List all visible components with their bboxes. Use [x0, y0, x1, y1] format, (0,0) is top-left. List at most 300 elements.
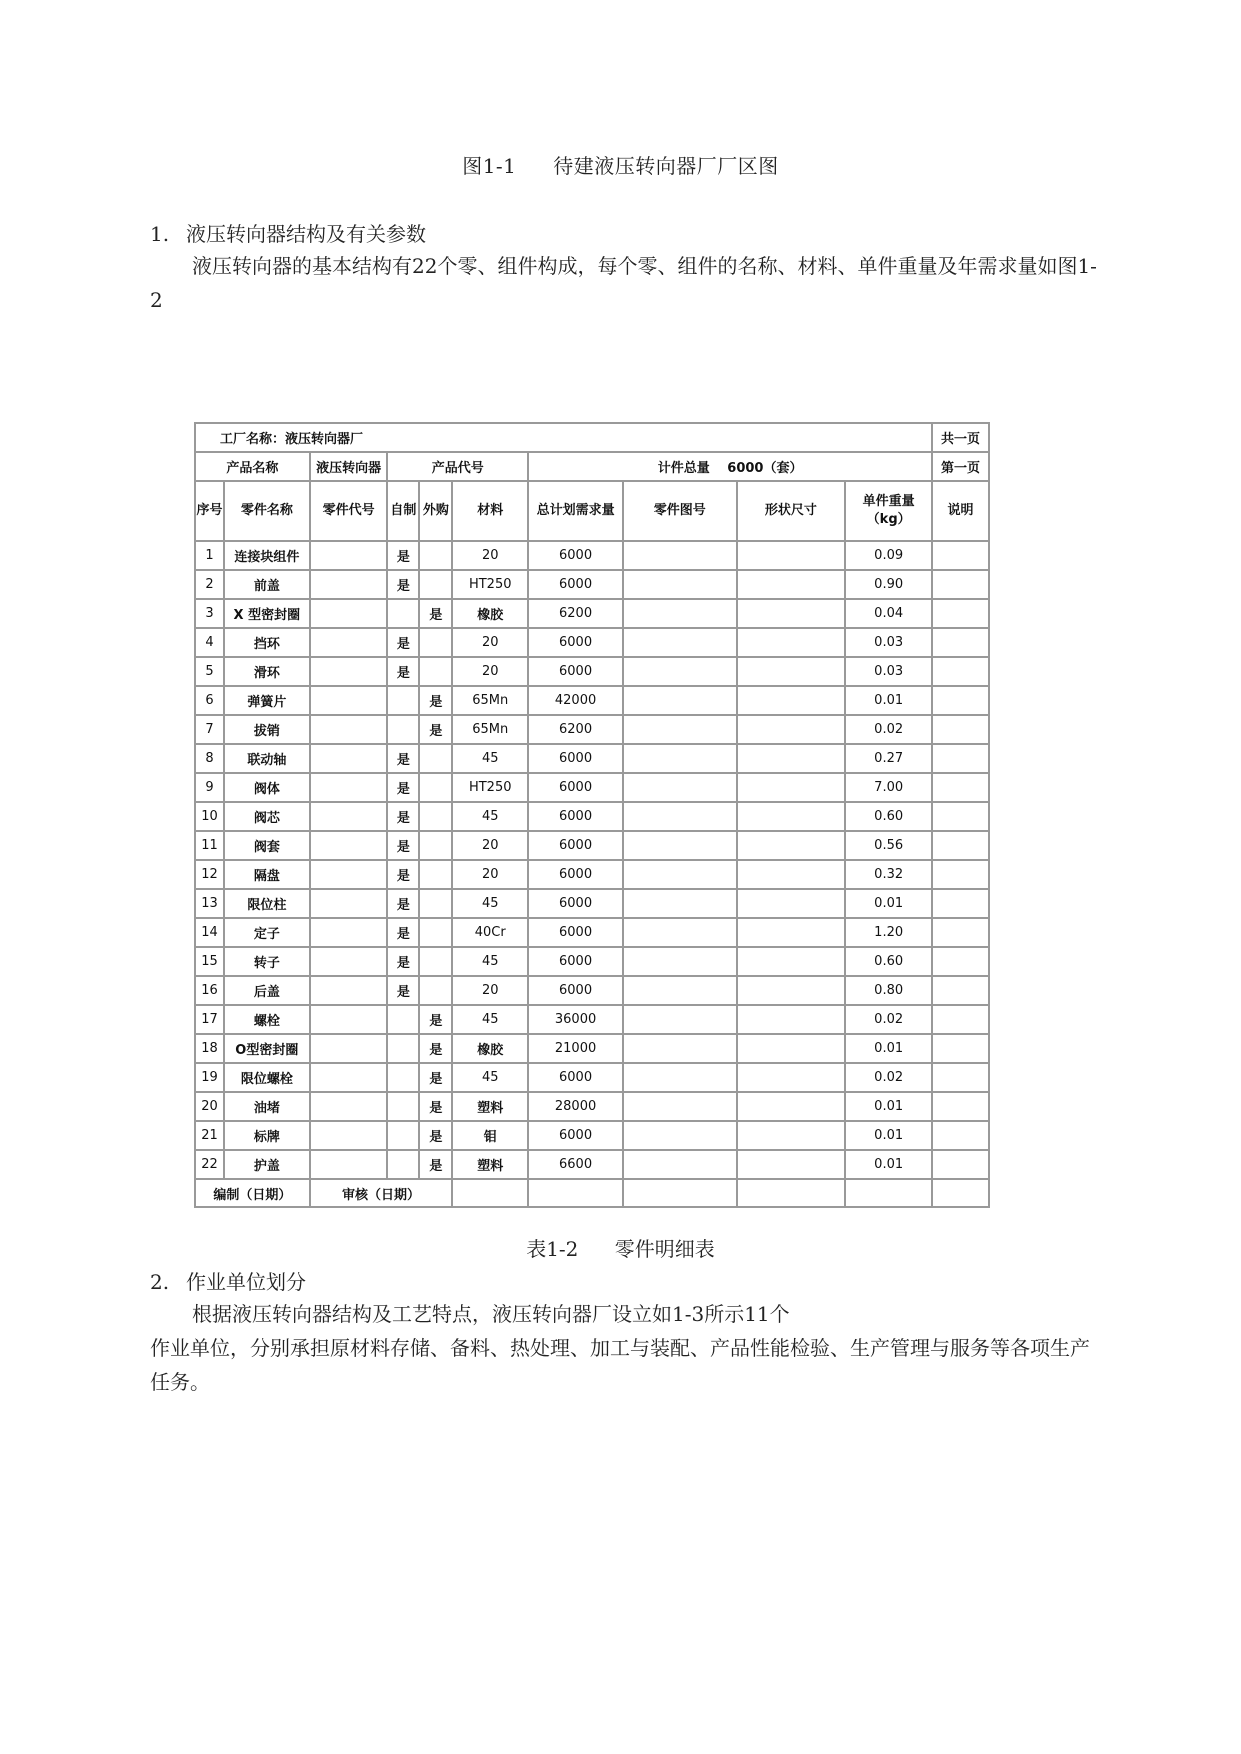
- row-unit-weight: 0.90: [845, 570, 932, 599]
- row-seq: 7: [195, 715, 224, 744]
- section-2-title: 作业单位划分: [186, 1270, 306, 1294]
- section-2-heading: [150, 1266, 306, 1295]
- row-material: HT250: [452, 773, 528, 802]
- table-title: 零件明细表: [614, 1237, 715, 1261]
- row-self-made: [387, 1034, 419, 1063]
- row-self-made: [387, 686, 419, 715]
- figure-title: 待建液压转向器厂厂区图: [553, 154, 779, 178]
- row-part-name: 标牌: [224, 1121, 310, 1150]
- row-notes: [932, 976, 989, 1005]
- row-notes: [932, 947, 989, 976]
- row-seq: 20: [195, 1092, 224, 1121]
- footer-empty-cell: [845, 1179, 932, 1207]
- section-1-index: 1.: [150, 222, 170, 246]
- row-material: 橡胶: [452, 599, 528, 628]
- row-drawing-no: [623, 1121, 737, 1150]
- row-outsourced: [419, 570, 452, 599]
- parts-table-wrapper: [194, 422, 990, 1208]
- row-material: 40Cr: [452, 918, 528, 947]
- row-outsourced: 是: [419, 1063, 452, 1092]
- row-shape-size: [737, 918, 846, 947]
- row-notes: [932, 541, 989, 570]
- section-2-line-2: 作业单位，分别承担原材料存储、备料、热处理、加工与装配、产品性能检验、生产管理与服务等各项生产任务。: [150, 1336, 1090, 1394]
- total-count-cell: 计件总量 6000（套）: [528, 452, 932, 481]
- table-row: [195, 657, 989, 686]
- row-material: 45: [452, 802, 528, 831]
- row-total-demand: 6000: [528, 628, 623, 657]
- footer-empty-cell: [932, 1179, 989, 1207]
- section-1-title: 液压转向器结构及有关参数: [186, 222, 426, 246]
- row-notes: [932, 831, 989, 860]
- row-total-demand: 36000: [528, 1005, 623, 1034]
- row-seq: 2: [195, 570, 224, 599]
- row-part-code: [310, 976, 388, 1005]
- row-part-code: [310, 831, 388, 860]
- row-part-code: [310, 1063, 388, 1092]
- row-shape-size: [737, 628, 846, 657]
- header-material: 材料: [452, 481, 528, 541]
- row-part-code: [310, 1092, 388, 1121]
- row-total-demand: 6000: [528, 541, 623, 570]
- section-2-index: 2.: [150, 1270, 170, 1294]
- row-seq: 12: [195, 860, 224, 889]
- row-part-name: 油堵: [224, 1092, 310, 1121]
- row-unit-weight: 0.02: [845, 1005, 932, 1034]
- row-seq: 14: [195, 918, 224, 947]
- row-notes: [932, 773, 989, 802]
- row-material: 20: [452, 976, 528, 1005]
- row-part-name: 阀套: [224, 831, 310, 860]
- row-material: 45: [452, 947, 528, 976]
- row-unit-weight: 0.01: [845, 1034, 932, 1063]
- row-part-code: [310, 657, 388, 686]
- row-part-code: [310, 541, 388, 570]
- row-unit-weight: 0.01: [845, 1121, 932, 1150]
- product-code-label: 产品代号: [387, 452, 528, 481]
- compiled-date-cell: 编制（日期）: [195, 1179, 310, 1207]
- row-shape-size: [737, 599, 846, 628]
- row-drawing-no: [623, 831, 737, 860]
- row-total-demand: 6000: [528, 570, 623, 599]
- header-shape-size: 形状尺寸: [737, 481, 846, 541]
- row-material: 20: [452, 657, 528, 686]
- row-part-code: [310, 1005, 388, 1034]
- row-shape-size: [737, 860, 846, 889]
- row-shape-size: [737, 1150, 846, 1179]
- row-shape-size: [737, 1092, 846, 1121]
- row-part-name: 螺栓: [224, 1005, 310, 1034]
- row-shape-size: [737, 947, 846, 976]
- row-total-demand: 6000: [528, 976, 623, 1005]
- row-material: 20: [452, 541, 528, 570]
- row-material: 20: [452, 628, 528, 657]
- row-drawing-no: [623, 773, 737, 802]
- row-material: 塑料: [452, 1150, 528, 1179]
- row-shape-size: [737, 541, 846, 570]
- row-self-made: 是: [387, 773, 419, 802]
- table-row: [195, 570, 989, 599]
- row-outsourced: 是: [419, 1121, 452, 1150]
- row-material: 45: [452, 744, 528, 773]
- row-drawing-no: [623, 541, 737, 570]
- row-total-demand: 6600: [528, 1150, 623, 1179]
- row-part-code: [310, 686, 388, 715]
- row-outsourced: [419, 541, 452, 570]
- row-part-name: 护盖: [224, 1150, 310, 1179]
- row-notes: [932, 889, 989, 918]
- row-self-made: [387, 1063, 419, 1092]
- row-self-made: [387, 715, 419, 744]
- row-total-demand: 6000: [528, 1121, 623, 1150]
- row-material: HT250: [452, 570, 528, 599]
- row-part-name: 阀芯: [224, 802, 310, 831]
- row-seq: 5: [195, 657, 224, 686]
- header-unit-weight: 单件重量（kg）: [845, 481, 932, 541]
- row-seq: 1: [195, 541, 224, 570]
- row-drawing-no: [623, 1034, 737, 1063]
- total-pages-cell: 共一页: [932, 423, 989, 452]
- row-part-name: 滑环: [224, 657, 310, 686]
- row-unit-weight: 0.27: [845, 744, 932, 773]
- row-drawing-no: [623, 1063, 737, 1092]
- row-part-code: [310, 744, 388, 773]
- row-part-code: [310, 628, 388, 657]
- row-unit-weight: 0.01: [845, 1150, 932, 1179]
- table-row: [195, 889, 989, 918]
- row-unit-weight: 0.03: [845, 657, 932, 686]
- row-total-demand: 6000: [528, 889, 623, 918]
- row-notes: [932, 570, 989, 599]
- row-notes: [932, 1150, 989, 1179]
- row-material: 65Mn: [452, 715, 528, 744]
- row-drawing-no: [623, 744, 737, 773]
- table-row: [195, 541, 989, 570]
- row-outsourced: [419, 889, 452, 918]
- row-outsourced: [419, 947, 452, 976]
- row-part-name: 联动轴: [224, 744, 310, 773]
- footer-empty-cell: [737, 1179, 846, 1207]
- row-unit-weight: 0.60: [845, 947, 932, 976]
- row-part-name: 前盖: [224, 570, 310, 599]
- row-drawing-no: [623, 802, 737, 831]
- row-notes: [932, 657, 989, 686]
- row-unit-weight: 0.56: [845, 831, 932, 860]
- table-number: 表1-2: [526, 1237, 579, 1261]
- row-seq: 3: [195, 599, 224, 628]
- row-seq: 13: [195, 889, 224, 918]
- row-self-made: 是: [387, 802, 419, 831]
- row-outsourced: 是: [419, 1005, 452, 1034]
- row-total-demand: 6000: [528, 1063, 623, 1092]
- row-seq: 9: [195, 773, 224, 802]
- row-shape-size: [737, 802, 846, 831]
- table-row: [195, 1150, 989, 1179]
- row-notes: [932, 1034, 989, 1063]
- row-self-made: 是: [387, 657, 419, 686]
- row-drawing-no: [623, 860, 737, 889]
- row-material: 钼: [452, 1121, 528, 1150]
- row-material: 塑料: [452, 1092, 528, 1121]
- row-outsourced: 是: [419, 715, 452, 744]
- footer-empty-cell: [623, 1179, 737, 1207]
- row-material: 橡胶: [452, 1034, 528, 1063]
- figure-number: 图1-1: [462, 154, 517, 178]
- row-seq: 10: [195, 802, 224, 831]
- table-row: [195, 1005, 989, 1034]
- row-drawing-no: [623, 947, 737, 976]
- row-notes: [932, 1121, 989, 1150]
- row-shape-size: [737, 976, 846, 1005]
- row-outsourced: [419, 773, 452, 802]
- row-part-code: [310, 715, 388, 744]
- row-seq: 17: [195, 1005, 224, 1034]
- row-self-made: 是: [387, 947, 419, 976]
- header-notes: 说明: [932, 481, 989, 541]
- row-total-demand: 6000: [528, 802, 623, 831]
- row-unit-weight: 0.04: [845, 599, 932, 628]
- row-part-name: 限位螺栓: [224, 1063, 310, 1092]
- row-self-made: [387, 1150, 419, 1179]
- footer-empty-cell: [452, 1179, 528, 1207]
- row-seq: 4: [195, 628, 224, 657]
- row-seq: 18: [195, 1034, 224, 1063]
- row-total-demand: 6000: [528, 831, 623, 860]
- row-notes: [932, 1063, 989, 1092]
- row-notes: [932, 1092, 989, 1121]
- row-total-demand: 6000: [528, 860, 623, 889]
- table-row: [195, 802, 989, 831]
- row-material: 45: [452, 1063, 528, 1092]
- row-drawing-no: [623, 657, 737, 686]
- row-notes: [932, 599, 989, 628]
- row-total-demand: 6000: [528, 947, 623, 976]
- row-notes: [932, 1005, 989, 1034]
- row-drawing-no: [623, 889, 737, 918]
- row-shape-size: [737, 1034, 846, 1063]
- row-self-made: 是: [387, 541, 419, 570]
- product-name-value: 液压转向器: [310, 452, 388, 481]
- footer-empty-cell: [528, 1179, 623, 1207]
- row-drawing-no: [623, 1005, 737, 1034]
- table-row: [195, 860, 989, 889]
- row-part-name: O型密封圈: [224, 1034, 310, 1063]
- row-outsourced: 是: [419, 1092, 452, 1121]
- table-row: [195, 773, 989, 802]
- section-1-paragraph: 液压转向器的基本结构有22个零、组件构成，每个零、组件的名称、材料、单件重量及年需求量如图1-2: [150, 254, 1097, 312]
- row-drawing-no: [623, 628, 737, 657]
- table-row: [195, 1034, 989, 1063]
- table-caption: [0, 1233, 1241, 1262]
- row-part-code: [310, 1150, 388, 1179]
- row-total-demand: 21000: [528, 1034, 623, 1063]
- row-seq: 15: [195, 947, 224, 976]
- header-drawing-no: 零件图号: [623, 481, 737, 541]
- row-part-name: 隔盘: [224, 860, 310, 889]
- row-material: 45: [452, 889, 528, 918]
- row-material: 65Mn: [452, 686, 528, 715]
- row-shape-size: [737, 773, 846, 802]
- table-row: [195, 947, 989, 976]
- reviewed-date-cell: 审核（日期）: [310, 1179, 453, 1207]
- row-self-made: [387, 1092, 419, 1121]
- row-notes: [932, 686, 989, 715]
- row-unit-weight: 0.32: [845, 860, 932, 889]
- row-material: 20: [452, 831, 528, 860]
- row-outsourced: 是: [419, 686, 452, 715]
- row-drawing-no: [623, 715, 737, 744]
- table-row: [195, 686, 989, 715]
- row-total-demand: 6200: [528, 599, 623, 628]
- row-outsourced: [419, 802, 452, 831]
- row-unit-weight: 7.00: [845, 773, 932, 802]
- header-part-code: 零件代号: [310, 481, 388, 541]
- row-unit-weight: 0.01: [845, 686, 932, 715]
- parts-detail-table: [194, 422, 990, 1208]
- row-part-code: [310, 599, 388, 628]
- row-part-name: 限位柱: [224, 889, 310, 918]
- row-total-demand: 6000: [528, 918, 623, 947]
- row-self-made: 是: [387, 570, 419, 599]
- row-part-name: 转子: [224, 947, 310, 976]
- row-drawing-no: [623, 976, 737, 1005]
- row-self-made: 是: [387, 831, 419, 860]
- row-part-name: 定子: [224, 918, 310, 947]
- table-row: [195, 628, 989, 657]
- row-drawing-no: [623, 1150, 737, 1179]
- row-outsourced: 是: [419, 1034, 452, 1063]
- row-seq: 21: [195, 1121, 224, 1150]
- row-seq: 16: [195, 976, 224, 1005]
- row-part-code: [310, 773, 388, 802]
- row-self-made: [387, 1121, 419, 1150]
- row-notes: [932, 918, 989, 947]
- table-row: [195, 599, 989, 628]
- row-seq: 22: [195, 1150, 224, 1179]
- row-notes: [932, 715, 989, 744]
- table-row: [195, 1063, 989, 1092]
- row-seq: 11: [195, 831, 224, 860]
- row-part-name: 后盖: [224, 976, 310, 1005]
- figure-caption: [0, 150, 1241, 179]
- page-number-cell: 第一页: [932, 452, 989, 481]
- row-shape-size: [737, 657, 846, 686]
- table-row: [195, 976, 989, 1005]
- header-outsourced: 外购: [419, 481, 452, 541]
- row-part-code: [310, 918, 388, 947]
- row-outsourced: [419, 831, 452, 860]
- row-total-demand: 6200: [528, 715, 623, 744]
- table-row: [195, 1092, 989, 1121]
- row-unit-weight: 0.60: [845, 802, 932, 831]
- row-shape-size: [737, 686, 846, 715]
- row-shape-size: [737, 831, 846, 860]
- row-part-code: [310, 860, 388, 889]
- row-part-name: 连接块组件: [224, 541, 310, 570]
- row-shape-size: [737, 744, 846, 773]
- row-part-name: 拔销: [224, 715, 310, 744]
- table-row: [195, 918, 989, 947]
- row-unit-weight: 0.09: [845, 541, 932, 570]
- row-self-made: 是: [387, 860, 419, 889]
- section-1-heading: [150, 218, 426, 247]
- row-self-made: 是: [387, 628, 419, 657]
- row-seq: 19: [195, 1063, 224, 1092]
- row-total-demand: 6000: [528, 773, 623, 802]
- row-self-made: [387, 1005, 419, 1034]
- section-2-paragraph: [150, 1297, 1100, 1399]
- row-part-name: 弹簧片: [224, 686, 310, 715]
- header-part-name: 零件名称: [224, 481, 310, 541]
- row-drawing-no: [623, 686, 737, 715]
- section-2-line-1: 根据液压转向器结构及工艺特点，液压转向器厂设立如1-3所示11个: [192, 1302, 790, 1326]
- row-notes: [932, 802, 989, 831]
- header-total-demand: 总计划需求量: [528, 481, 623, 541]
- row-outsourced: [419, 976, 452, 1005]
- row-outsourced: 是: [419, 1150, 452, 1179]
- row-part-name: X 型密封圈: [224, 599, 310, 628]
- row-part-code: [310, 570, 388, 599]
- row-drawing-no: [623, 1092, 737, 1121]
- table-row: [195, 715, 989, 744]
- row-part-code: [310, 947, 388, 976]
- row-self-made: 是: [387, 889, 419, 918]
- row-shape-size: [737, 1063, 846, 1092]
- row-unit-weight: 0.02: [845, 715, 932, 744]
- row-outsourced: [419, 628, 452, 657]
- header-self-made: 自制: [387, 481, 419, 541]
- product-name-label: 产品名称: [195, 452, 310, 481]
- row-self-made: [387, 599, 419, 628]
- row-unit-weight: 1.20: [845, 918, 932, 947]
- row-total-demand: 42000: [528, 686, 623, 715]
- row-shape-size: [737, 715, 846, 744]
- row-seq: 8: [195, 744, 224, 773]
- row-self-made: 是: [387, 976, 419, 1005]
- row-total-demand: 6000: [528, 657, 623, 686]
- table-footer-row: [195, 1179, 989, 1207]
- row-self-made: 是: [387, 918, 419, 947]
- row-shape-size: [737, 1121, 846, 1150]
- row-part-code: [310, 1121, 388, 1150]
- row-material: 45: [452, 1005, 528, 1034]
- row-shape-size: [737, 570, 846, 599]
- row-seq: 6: [195, 686, 224, 715]
- table-row: [195, 1121, 989, 1150]
- row-drawing-no: [623, 599, 737, 628]
- row-part-code: [310, 889, 388, 918]
- row-outsourced: [419, 657, 452, 686]
- row-unit-weight: 0.01: [845, 1092, 932, 1121]
- row-outsourced: 是: [419, 599, 452, 628]
- row-outsourced: [419, 860, 452, 889]
- row-notes: [932, 744, 989, 773]
- factory-name-cell: 工厂名称：液压转向器厂: [195, 423, 932, 452]
- row-outsourced: [419, 744, 452, 773]
- row-drawing-no: [623, 918, 737, 947]
- row-total-demand: 6000: [528, 744, 623, 773]
- row-notes: [932, 628, 989, 657]
- row-part-name: 挡环: [224, 628, 310, 657]
- row-unit-weight: 0.02: [845, 1063, 932, 1092]
- row-part-code: [310, 802, 388, 831]
- row-unit-weight: 0.80: [845, 976, 932, 1005]
- row-drawing-no: [623, 570, 737, 599]
- row-total-demand: 28000: [528, 1092, 623, 1121]
- row-self-made: 是: [387, 744, 419, 773]
- row-unit-weight: 0.03: [845, 628, 932, 657]
- table-row: [195, 831, 989, 860]
- table-row: [195, 744, 989, 773]
